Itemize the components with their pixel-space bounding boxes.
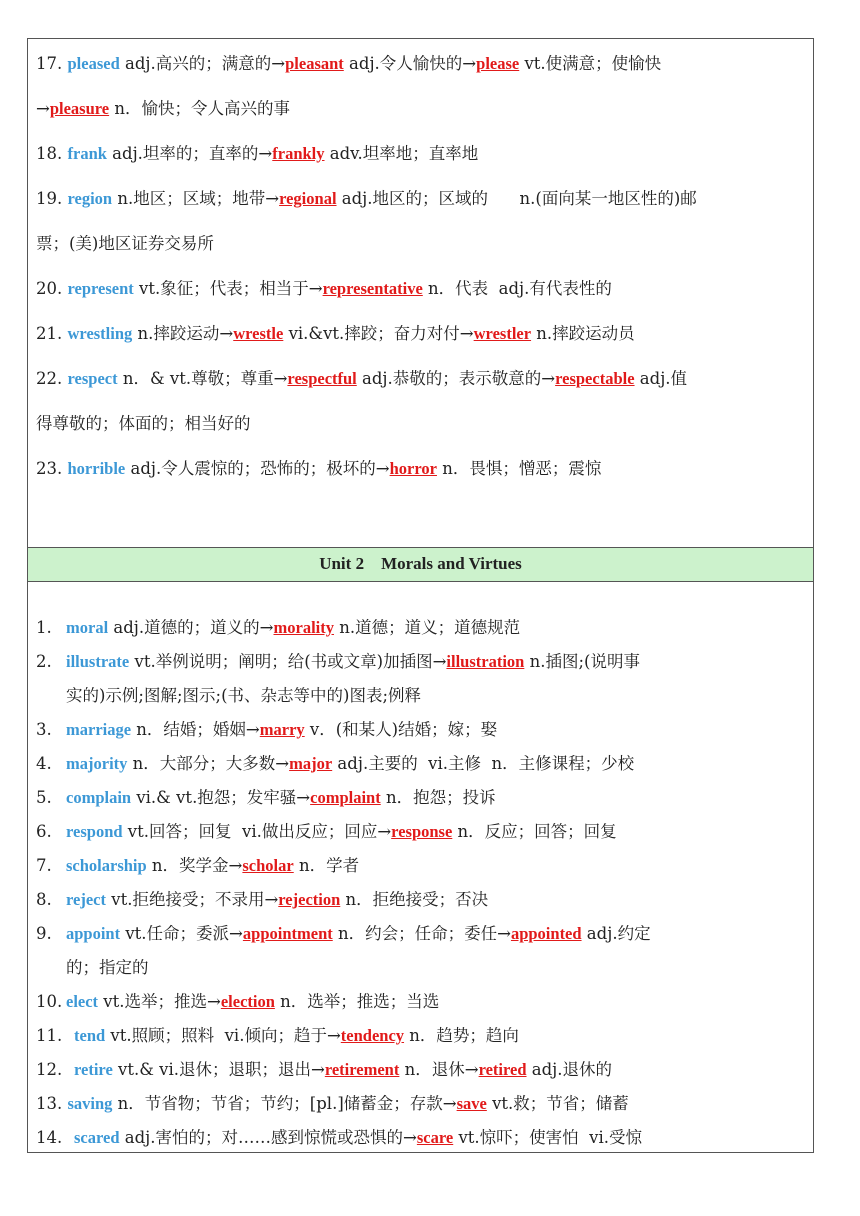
derived-word: election — [220, 992, 275, 1011]
derived-word: wrestler — [473, 324, 532, 343]
derived-word: pleasant — [285, 54, 344, 73]
vocabulary-table — [27, 38, 814, 1153]
headword: horrible — [67, 459, 126, 478]
headword: appoint — [66, 924, 121, 943]
derived-word: representative — [322, 279, 423, 298]
entry-9: 9. appoint vt.任命；委派→appointment n．约会；任命；委任→appointed adj.约定 — [36, 924, 651, 943]
entry-9-cont: 的；指定的 — [66, 958, 149, 977]
headword: scholarship — [66, 856, 147, 875]
derived-word: retired — [478, 1060, 527, 1079]
derived-word: please — [476, 54, 520, 73]
derived-word: appointed — [510, 924, 582, 943]
derived-word: illustration — [446, 652, 525, 671]
derived-word: appointment — [242, 924, 333, 943]
derived-word: respectful — [287, 369, 357, 388]
entry-6: 6. respond vt.回答；回复 vi.做出反应；回应→response n．反应；回答；回复 — [36, 822, 617, 841]
entry-1: 1. moral adj.道德的；道义的→morality n.道德；道义；道德规范 — [36, 618, 521, 637]
derived-word: respectable — [555, 369, 635, 388]
headword: represent — [67, 279, 134, 298]
headword: saving — [67, 1094, 113, 1113]
derived-word: morality — [273, 618, 334, 637]
derived-word: scholar — [242, 856, 294, 875]
headword: region — [67, 189, 113, 208]
entry-20: 20. represent vt.象征；代表；相当于→representative n．代表 adj.有代表性的 — [36, 279, 612, 298]
derived-word: retirement — [324, 1060, 400, 1079]
unit2-section — [28, 582, 813, 1152]
entry-14: 14. scared adj.害怕的；对……感到惊慌或恐惧的→scare vt.惊吓；使害怕 vi.受惊 — [36, 1128, 642, 1147]
headword: pleased — [67, 54, 120, 73]
entry-19: 19. region n.地区；区域；地带→regional adj.地区的；区域的 n.(面向某一地区性的)邮 — [36, 189, 697, 208]
headword: respond — [66, 822, 123, 841]
entry-12: 12. retire vt.& vi.退休；退职；退出→retirement n．退休→retired adj.退休的 — [36, 1060, 613, 1079]
entry-7: 7. scholarship n．奖学金→scholar n．学者 — [36, 856, 360, 875]
derived-word: regional — [279, 189, 337, 208]
derived-word: horror — [389, 459, 437, 478]
entry-17-cont: →pleasure n．愉快；令人高兴的事 — [36, 99, 290, 118]
headword: majority — [66, 754, 128, 773]
entry-11: 11. tend vt.照顾；照料 vi.倾向；趋于→tendency n．趋势；趋向 — [36, 1026, 519, 1045]
headword: moral — [66, 618, 109, 637]
entry-21: 21. wrestling n.摔跤运动→wrestle vi.&vt.摔跤；奋力对付→wrestler n.摔跤运动员 — [36, 324, 635, 343]
headword: retire — [74, 1060, 113, 1079]
unit1-section — [28, 39, 813, 547]
headword: frank — [67, 144, 107, 163]
entry-3: 3. marriage n．结婚；婚姻→marry v．(和某人)结婚；嫁；娶 — [36, 720, 498, 739]
headword: wrestling — [67, 324, 133, 343]
derived-word: tendency — [340, 1026, 405, 1045]
derived-word: scare — [416, 1128, 454, 1147]
derived-word: major — [289, 754, 333, 773]
entry-19-cont: 票；(美)地区证券交易所 — [36, 234, 214, 253]
headword: tend — [74, 1026, 106, 1045]
entry-22-cont: 得尊敬的；体面的；相当好的 — [36, 414, 251, 433]
headword: reject — [66, 890, 106, 909]
derived-word: pleasure — [49, 99, 110, 118]
entry-8: 8. reject vt.拒绝接受；不录用→rejection n．拒绝接受；否决 — [36, 890, 489, 909]
derived-word: response — [391, 822, 453, 841]
derived-word: wrestle — [233, 324, 284, 343]
entry-13: 13. saving n．节省物；节省；节约；[pl.]储蓄金；存款→save vt.救；节省；储蓄 — [36, 1094, 629, 1113]
unit-header — [28, 547, 813, 582]
headword: marriage — [66, 720, 132, 739]
headword: complain — [66, 788, 132, 807]
derived-word: frankly — [272, 144, 325, 163]
unit-title: Unit 2 Morals and Virtues — [319, 554, 522, 573]
entry-10: 10. elect vt.选举；推选→election n．选举；推选；当选 — [36, 992, 440, 1011]
headword: elect — [66, 992, 99, 1011]
entry-17: 17. pleased adj.高兴的；满意的→pleasant adj.令人愉快的→please vt.使满意；使愉快 — [36, 54, 662, 73]
entry-23: 23. horrible adj.令人震惊的；恐怖的；极坏的→horror n．畏惧；憎恶；震惊 — [36, 459, 602, 478]
derived-word: marry — [259, 720, 305, 739]
headword: respect — [67, 369, 118, 388]
derived-word: save — [456, 1094, 487, 1113]
entry-2-cont: 实的)示例;图解;图示;(书、杂志等中的)图表;例释 — [66, 686, 422, 705]
entry-22: 22. respect n．& vt.尊敬；尊重→respectful adj.恭敬的；表示敬意的→respectable adj.值 — [36, 369, 688, 388]
derived-word: rejection — [278, 890, 341, 909]
headword: illustrate — [66, 652, 130, 671]
derived-word: complaint — [310, 788, 381, 807]
entry-2: 2. illustrate vt.举例说明；阐明；给(书或文章)加插图→illustration n.插图;(说明事 — [36, 652, 640, 671]
entry-5: 5. complain vi.& vt.抱怨；发牢骚→complaint n．抱怨；投诉 — [36, 788, 496, 807]
entry-4: 4. majority n．大部分；大多数→major adj.主要的 vi.主修 n．主修课程；少校 — [36, 754, 635, 773]
entry-18: 18. frank adj.坦率的；直率的→frankly adv.坦率地；直率地 — [36, 144, 479, 163]
headword: scared — [74, 1128, 120, 1147]
